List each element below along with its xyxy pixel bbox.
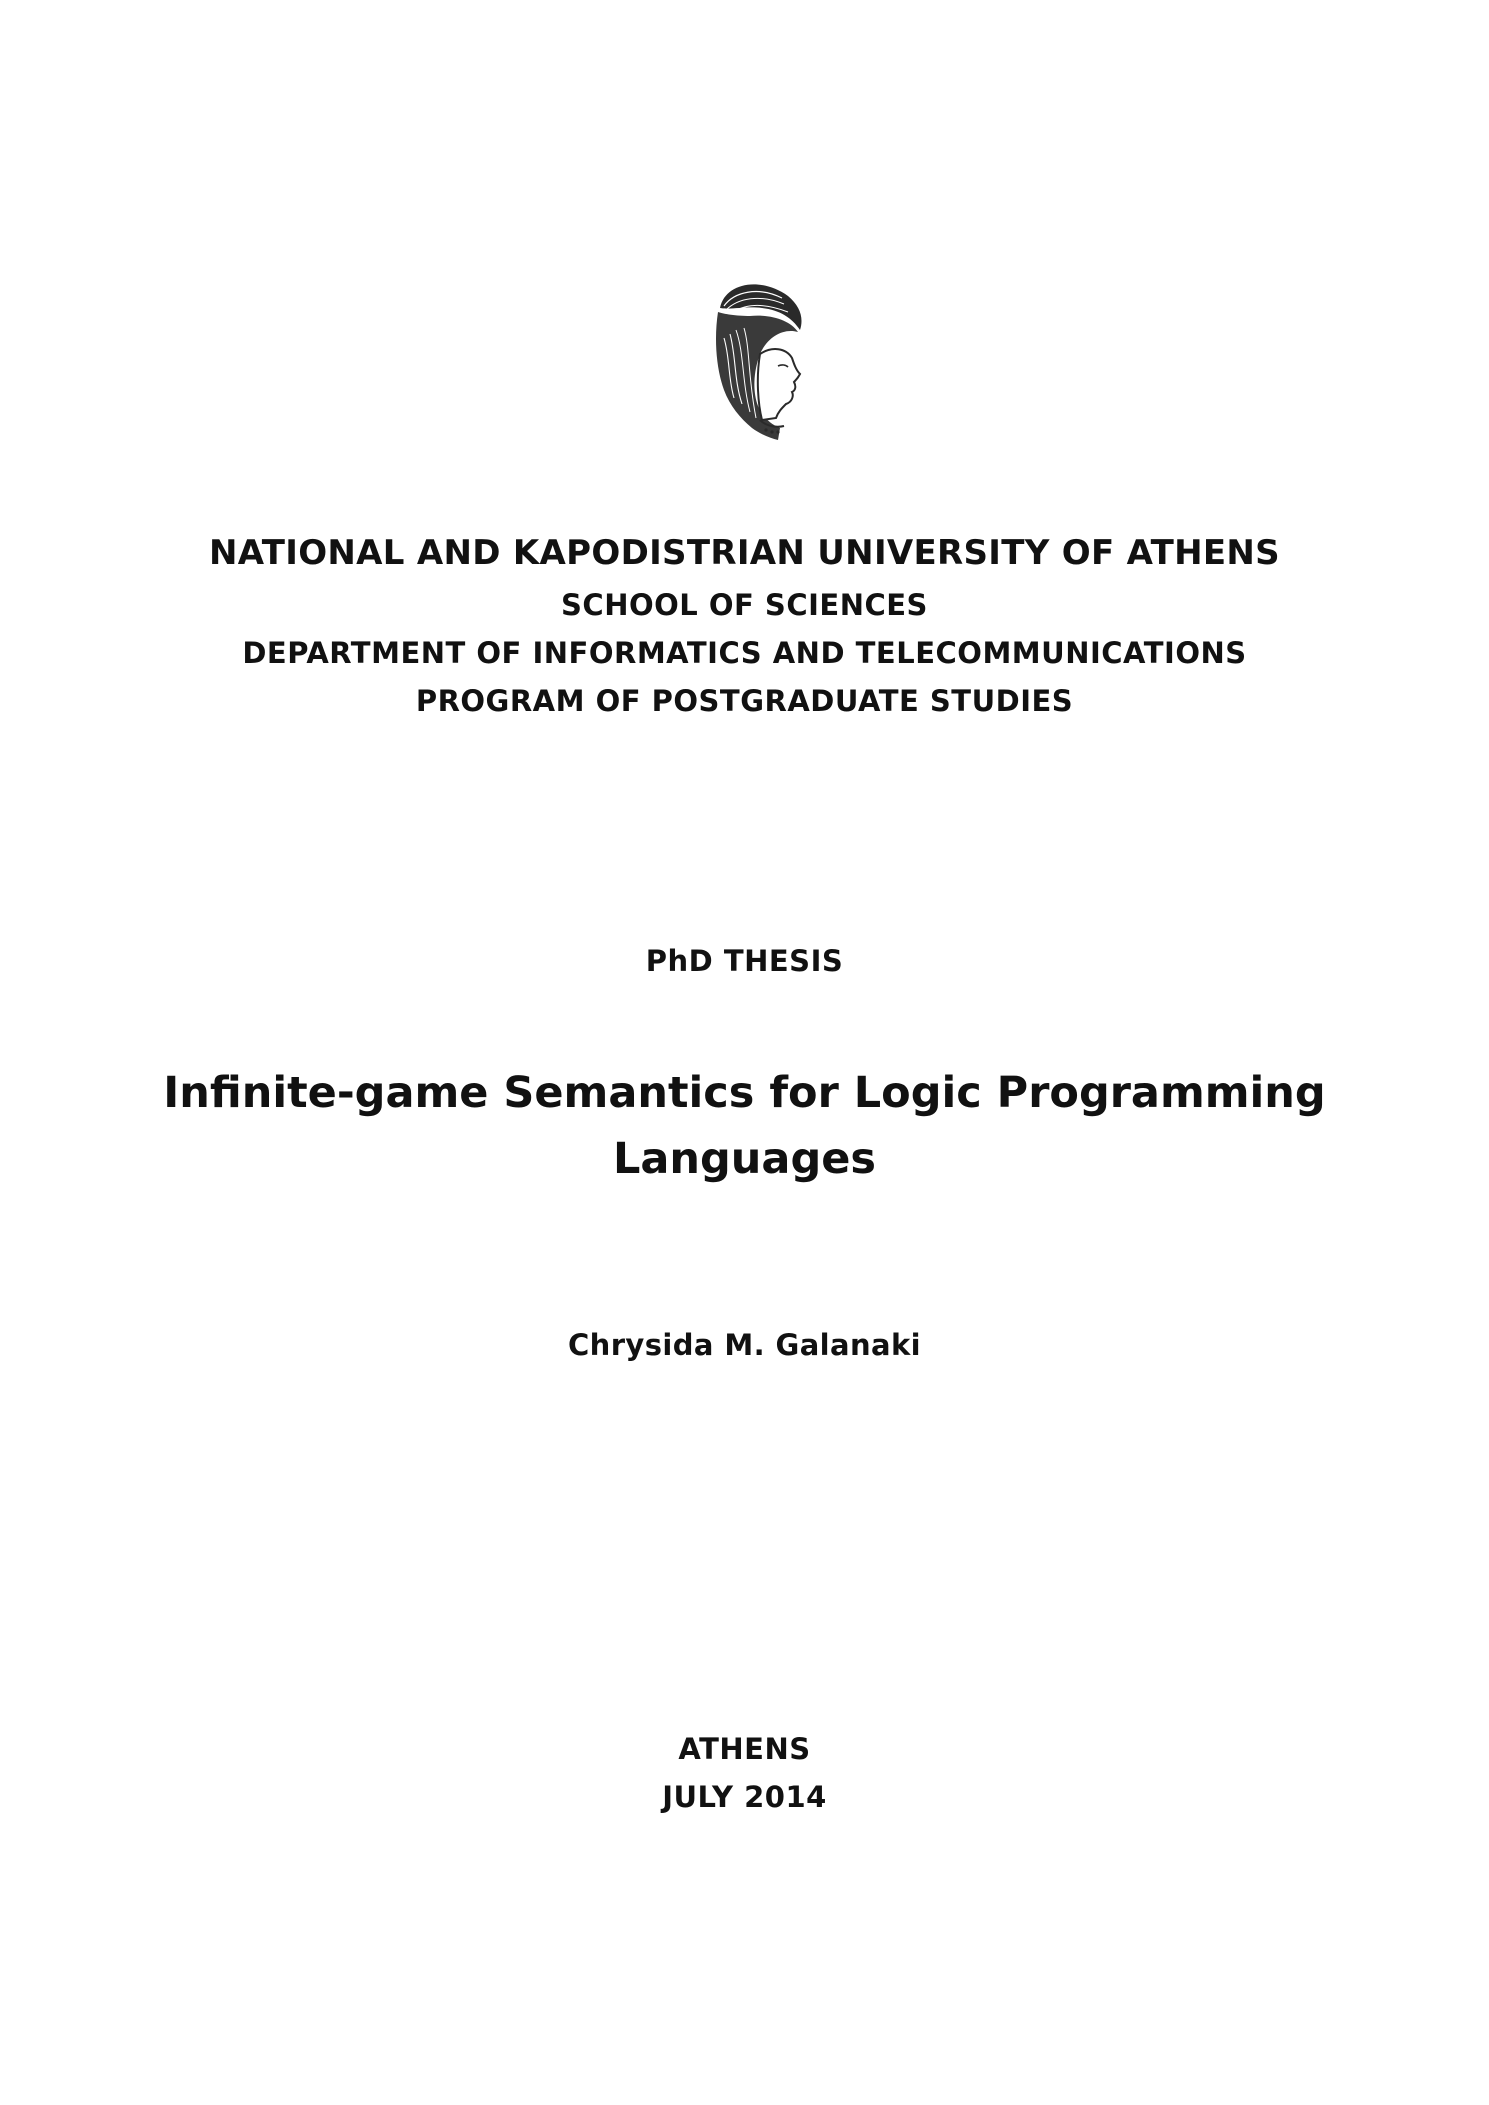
author-name: Chrysida M. Galanaki [567,1328,922,1362]
date: JULY 2014 [662,1780,827,1814]
thesis-type: PhD THESIS [645,944,844,978]
athena-head-emblem-icon [700,278,812,443]
program-name: PROGRAM OF POSTGRADUATE STUDIES [415,684,1074,718]
university-name: NATIONAL AND KAPODISTRIAN UNIVERSITY OF ATHENS [209,533,1280,573]
school-name: SCHOOL OF SCIENCES [561,588,928,622]
department-name: DEPARTMENT OF INFORMATICS AND TELECOMMUNICATIONS [242,636,1247,670]
thesis-title: Infinite-game Semantics for Logic Programming Languages [163,1068,1326,1184]
city: ATHENS [678,1732,811,1766]
